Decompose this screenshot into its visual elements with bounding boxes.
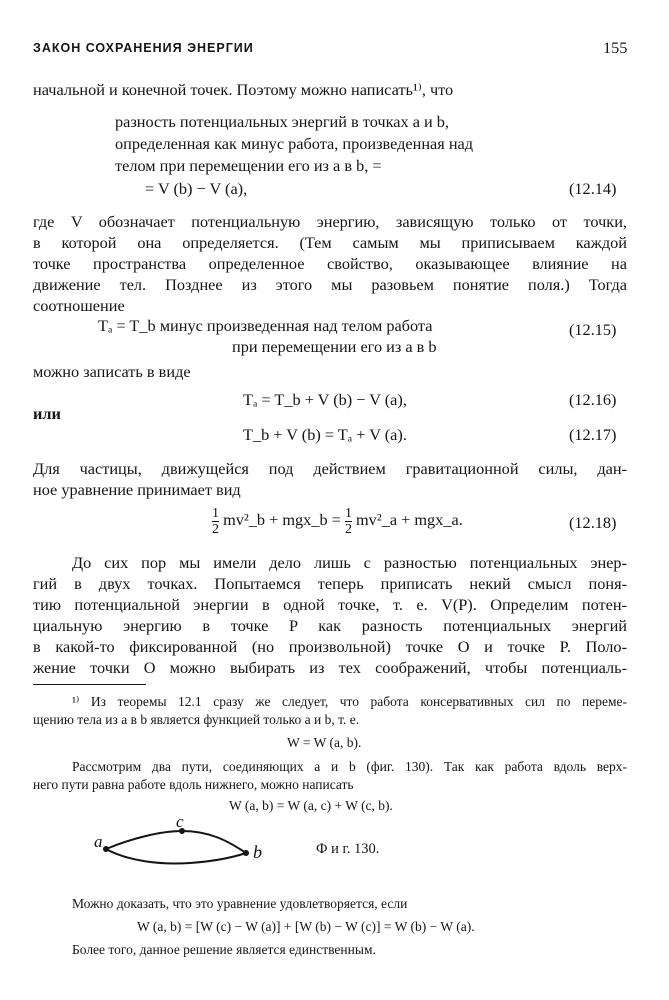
fraction-half: $\frac{1}{2}$ xyxy=(212,506,219,537)
fraction-half: $\frac{1}{2}$ xyxy=(344,506,352,537)
equation-12-14: = V (b) − V (a), xyxy=(145,179,248,198)
text-line: жение точки O можно выбирать из тех соображений, чтобы потенциаль- xyxy=(33,658,627,677)
equation-number: (12.14) xyxy=(569,179,617,198)
equation-number: (12.18) xyxy=(569,513,617,532)
footnote-line: ¹⁾ Из теоремы 12.1 сразу же следует, что работа консервативных сил по переме- xyxy=(72,694,627,709)
text-line: До сих пор мы имели дело лишь с разностью потенциальных энер- xyxy=(72,553,627,572)
figure-caption: Ф и г. 130. xyxy=(316,841,380,857)
running-header: ЗАКОН СОХРАНЕНИЯ ЭНЕРГИИ xyxy=(33,41,254,55)
text-line: циальную энергию в точке P как разность потенциальных энергий xyxy=(33,616,627,635)
text-line: движение тел. Позднее из этого мы разовьем понятие поля.) Тогда xyxy=(33,275,627,294)
text-line: точке пространства определенное свойство, оказывающее влияние на xyxy=(33,254,627,273)
text-line: соотношение xyxy=(33,296,125,315)
footnote-equation: W (a, b) = [W (c) − W (a)] + [W (b) − W (c)] = W (b) − W (a). xyxy=(137,919,475,934)
equation-number: (12.16) xyxy=(569,390,617,409)
point-b xyxy=(243,850,249,856)
text-line: начальной и конечной точек. Поэтому можно написать¹⁾, что xyxy=(33,80,454,99)
text-line: можно записать в виде xyxy=(33,362,191,381)
figure-label-c: c xyxy=(176,812,184,831)
text-line: Для частицы, движущейся под действием гравитационной силы, дан- xyxy=(33,459,627,478)
equation-number: (12.17) xyxy=(569,425,617,444)
footnote-rule xyxy=(33,684,146,685)
footnote-line: него пути равна работе вдоль нижнего, можно написать xyxy=(33,777,354,792)
footnote-equation: W (a, b) = W (a, c) + W (c, b). xyxy=(229,798,393,813)
footnote-line: Рассмотрим два пути, соединяющих a и b (фиг. 130). Так как работа вдоль верх- xyxy=(72,759,627,774)
definition-line: разность потенциальных энергий в точках a и b, xyxy=(115,112,449,131)
equation-12-16: Tₐ = T_b + V (b) − V (a), xyxy=(243,390,407,409)
lower-path xyxy=(106,849,246,863)
definition-line: определенная как минус работа, произведенная над xyxy=(115,134,474,153)
page-number: 155 xyxy=(603,38,628,57)
text-line: где V обозначает потенциальную энергию, зависящую только от точки, xyxy=(33,212,627,231)
equation-12-15: Tₐ = T_b минус произведенная над телом работа xyxy=(98,316,433,335)
point-a xyxy=(103,846,109,852)
footnote-line: Можно доказать, что это уравнение удовлетворяется, если xyxy=(72,896,408,911)
upper-path xyxy=(106,831,246,853)
figure-label-a: a xyxy=(94,832,103,851)
footnote-line: щению тела из a в b является функцией только a и b, т. е. xyxy=(33,712,360,727)
equation-12-18: $\frac{1}{2}$ mv²_b + mgx_b = $\frac{1}{2}$ mv²_a + mgx_a. xyxy=(212,506,463,537)
definition-line: телом при перемещении его из a в b, = xyxy=(115,156,382,175)
equation-12-17: T_b + V (b) = Tₐ + V (a). xyxy=(243,425,407,444)
equation-12-15-line2: при перемещении его из a в b xyxy=(232,337,437,356)
text-line: гий в двух точках. Попытаемся теперь приписать некий смысл поня- xyxy=(33,574,627,593)
footnote-line: Более того, данное решение является единственным. xyxy=(72,942,376,957)
text-line: тию потенциальной энергии в одной точке, т. е. V(P). Определим потен- xyxy=(33,595,627,614)
text-line: ное уравнение принимает вид xyxy=(33,480,241,499)
equation-number: (12.15) xyxy=(569,320,617,339)
text-line: в которой она определяется. (Тем самым мы приписываем каждой xyxy=(33,233,627,252)
figure-label-b: b xyxy=(253,842,262,862)
text-line: в какой-то фиксированной (но произвольной) точке O и точке P. Поло- xyxy=(33,637,627,656)
connective-word: или xyxy=(33,404,61,423)
footnote-equation: W = W (a, b). xyxy=(287,735,362,750)
